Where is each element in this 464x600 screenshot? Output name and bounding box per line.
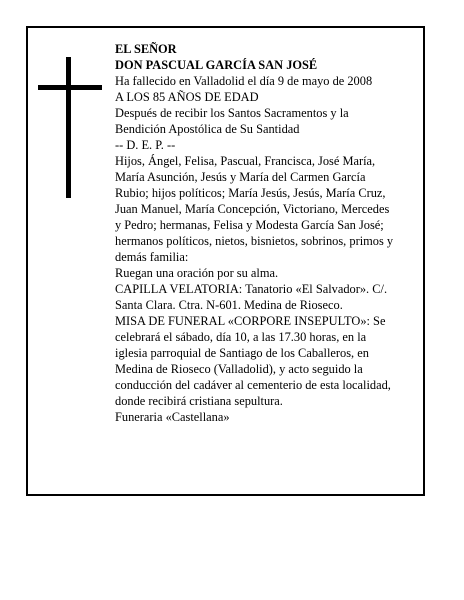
sacraments-line: Bendición Apostólica de Su Santidad (115, 122, 300, 136)
funeral-home: Funeraria «Castellana» (115, 410, 230, 424)
cross-vertical-bar (66, 57, 71, 198)
funeral-mass-line: conducción del cadáver al cementerio de esta localidad, (115, 378, 391, 392)
funeral-mass-line: iglesia parroquial de Santiago de los Caballeros, en (115, 346, 369, 360)
family-line: Rubio; hijos políticos; María Jesús, Jesús, María Cruz, (115, 186, 386, 200)
age-statement: A LOS 85 AÑOS DE EDAD (115, 90, 259, 104)
family-line: María Asunción, Jesús y María del Carmen García (115, 170, 366, 184)
funeral-mass-line: Medina de Rioseco (Valladolid), y acto seguido la (115, 362, 363, 376)
notice-title: EL SEÑOR (115, 42, 177, 56)
family-line: demás familia: (115, 250, 189, 264)
notice-text (115, 41, 421, 425)
prayer-request: Ruegan una oración por su alma. (115, 266, 279, 280)
family-line: Hijos, Ángel, Felisa, Pascual, Francisca, José María, (115, 154, 376, 168)
deceased-name: DON PASCUAL GARCÍA SAN JOSÉ (115, 58, 318, 72)
funeral-mass-line: MISA DE FUNERAL «CORPORE INSEPULTO»: Se (115, 314, 386, 328)
family-line: hermanos políticos, nietos, bisnietos, sobrinos, primos y (115, 234, 394, 248)
funeral-mass-line: celebrará el sábado, día 10, a las 17.30 horas, en la (115, 330, 367, 344)
chapel-line: Santa Clara. Ctra. N-601. Medina de Rioseco. (115, 298, 343, 312)
sacraments-line: Después de recibir los Santos Sacramentos y la (115, 106, 349, 120)
family-line: y Pedro; hermanas, Felisa y Modesta García San José; (115, 218, 384, 232)
funeral-mass-line: donde recibirá cristiana sepultura. (115, 394, 283, 408)
obituary-notice (26, 26, 425, 496)
family-line: Juan Manuel, María Concepción, Victoriano, Mercedes (115, 202, 390, 216)
cross-horizontal-bar (38, 85, 102, 90)
chapel-line: CAPILLA VELATORIA: Tanatorio «El Salvador». C/. (115, 282, 388, 296)
death-statement: Ha fallecido en Valladolid el día 9 de mayo de 2008 (115, 74, 373, 88)
rip-line: -- D. E. P. -- (115, 138, 176, 152)
cross-icon (38, 57, 102, 198)
